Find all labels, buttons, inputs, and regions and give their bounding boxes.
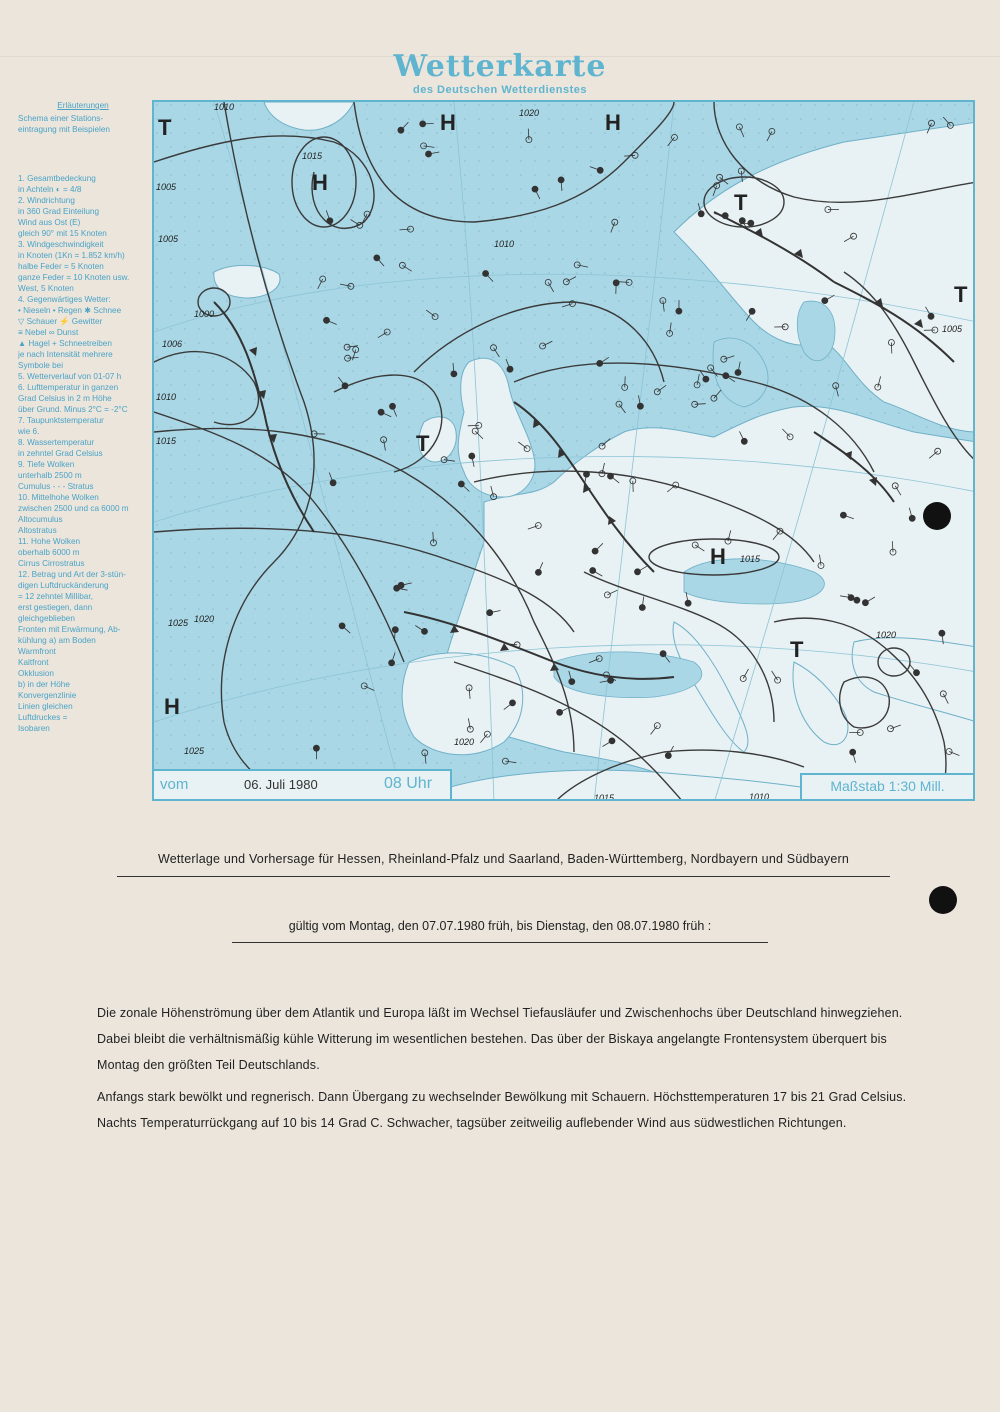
station-dot: [324, 317, 330, 323]
legend-row: in zehntel Grad Celsius: [18, 449, 103, 458]
legend-row: Okklusion: [18, 669, 54, 678]
legend-row: 4. Gegenwärtiges Wetter:: [18, 295, 111, 304]
high-pressure-label: H: [164, 694, 180, 719]
divider: [117, 876, 890, 877]
legend-heading: Erläuterungen: [57, 101, 109, 110]
isobar-label: 1010: [494, 239, 515, 249]
isobar-label: 1025: [168, 618, 189, 628]
legend-row: gleich 90° mit 15 Knoten: [18, 229, 107, 238]
legend-row: Grad Celsius in 2 m Höhe: [18, 394, 112, 403]
isobar-label: 1006: [162, 339, 183, 349]
legend-row: zwischen 2500 und ca 6000 m: [18, 504, 129, 513]
legend-row: Altostratus: [18, 526, 57, 535]
legend-row: je nach Intensität mehrere: [18, 350, 113, 359]
map-date: 06. Juli 1980: [244, 777, 318, 792]
legend-row: Altocumulus: [18, 515, 63, 524]
divider: [232, 942, 768, 943]
legend-row: Cirrus Cirrostratus: [18, 559, 85, 568]
map-hour: 08 Uhr: [384, 775, 433, 792]
isobar-label: 1010: [214, 102, 235, 112]
punch-hole: [929, 886, 957, 914]
high-pressure-label: H: [605, 110, 621, 135]
legend: [18, 100, 148, 734]
legend-row: 3. Windgeschwindigkeit: [18, 240, 104, 249]
forecast-line: Nachts Temperaturrückgang auf 10 bis 14 Grad C. Schwacher, tagsüber zeitweilig auflebender Wind aus südwestlichen Richtungen.: [97, 1116, 847, 1130]
forecast-line: Montag den größten Teil Deutschlands.: [97, 1058, 320, 1072]
weather-map: [152, 100, 975, 801]
isobar-label: 1025: [184, 746, 205, 756]
legend-row: über Grund. Minus 2°C = -2°C: [18, 405, 128, 414]
forecast-line: Die zonale Höhenströmung über dem Atlantik und Europa läßt im Wechsel Tiefausläufer und Zwischenhochs über Deutschland hinwegziehen.: [97, 1006, 903, 1020]
station-dot: [557, 709, 563, 715]
legend-row: oberhalb 6000 m: [18, 548, 80, 557]
legend-row: 1. Gesamtbedeckung: [18, 174, 96, 183]
date-prefix: vom: [160, 776, 189, 793]
isobar-label: 1015: [302, 151, 323, 161]
isobar-label: 1020: [876, 630, 897, 640]
legend-row: Warmfront: [18, 647, 56, 656]
title-main: Wetterkarte: [393, 49, 607, 84]
station-dot: [535, 569, 541, 575]
legend-row: Cumulus - - - Stratus: [18, 482, 94, 491]
station-wind-barb: [625, 376, 626, 387]
legend-row: Fronten mit Erwärmung, Ab-: [18, 625, 121, 634]
legend-row: Linien gleichen: [18, 702, 73, 711]
forecast-line: Anfangs stark bewölkt und regnerisch. Dann Übergang zu wechselnder Bewölkung mit Schauern. Höchsttemperaturen 17 bis 21 Grad Celsius.: [97, 1090, 907, 1104]
legend-row: gleichgeblieben: [18, 614, 75, 623]
legend-row: 5. Wetterverlauf von 01-07 h: [18, 372, 122, 381]
legend-row: erst gestiegen, dann: [18, 603, 93, 612]
legend-row: ▽ Schauer ⚡ Gewitter: [18, 317, 103, 326]
legend-row: Isobaren: [18, 724, 50, 733]
legend-row: ganze Feder = 10 Knoten usw.: [18, 273, 130, 282]
map-scale: Maßstab 1:30 Mill.: [800, 773, 973, 799]
forecast-region: Wetterlage und Vorhersage für Hessen, Rheinland-Pfalz und Saarland, Baden-Württemberg, Nordbayern und Südbayern: [157, 852, 850, 866]
map-drawing: [154, 102, 975, 801]
legend-row: unterhalb 2500 m: [18, 471, 82, 480]
legend-row: digen Luftdruckänderung: [18, 581, 109, 590]
legend-row: • Nieseln • Regen ✱ Schnee: [18, 306, 122, 315]
low-pressure-label: T: [158, 115, 172, 140]
punch-hole: [923, 502, 951, 530]
isobar-label: 1005: [942, 324, 963, 334]
legend-row: Luftdruckes =: [18, 713, 68, 722]
low-pressure-label: T: [954, 282, 968, 307]
legend-row: 9. Tiefe Wolken: [18, 460, 75, 469]
legend-row: b) in der Höhe: [18, 680, 70, 689]
legend-row: 12. Betrag und Art der 3-stün-: [18, 570, 126, 579]
forecast-paragraph-1: [97, 1000, 947, 1078]
isobar-label: 1020: [454, 737, 475, 747]
legend-row: wie 6.: [18, 427, 40, 436]
legend-row: in 360 Grad Einteilung: [18, 207, 100, 216]
low-pressure-label: T: [790, 637, 804, 662]
legend-row: 8. Wassertemperatur: [18, 438, 95, 447]
legend-row: halbe Feder = 5 Knoten: [18, 262, 104, 271]
legend-row: Kaltfront: [18, 658, 49, 667]
legend-row: = 12 zehntel Millibar,: [18, 592, 93, 601]
forecast-paragraph-2: [97, 1084, 947, 1136]
isobar-label: 1005: [156, 182, 177, 192]
forecast-validity: gültig vom Montag, den 07.07.1980 früh, bis Dienstag, den 08.07.1980 früh :: [288, 919, 712, 933]
station-dot: [840, 512, 846, 518]
legend-row: 7. Taupunktstemperatur: [18, 416, 104, 425]
isobar-label: 1015: [740, 554, 761, 564]
isobar-label: 1010: [156, 392, 177, 402]
legend-row: Konvergenzlinie: [18, 691, 77, 700]
high-pressure-label: H: [312, 170, 328, 195]
legend-row: in Achteln ◐ = 4/8: [18, 185, 82, 194]
legend-row: 2. Windrichtung: [18, 196, 75, 205]
isobar-label: 1015: [156, 436, 177, 446]
legend-row: eintragung mit Beispielen: [18, 125, 110, 134]
legend-row: 10. Mittelhohe Wolken: [18, 493, 99, 502]
isobar-label: 1010: [749, 792, 770, 802]
legend-row: Schema einer Stations-: [18, 114, 104, 123]
legend-row: 6. Lufttemperatur in ganzen: [18, 383, 119, 392]
high-pressure-label: H: [440, 110, 456, 135]
isobar-label: 1020: [519, 108, 540, 118]
legend-row: Wind aus Ost (E): [18, 218, 81, 227]
legend-rows: [18, 113, 148, 734]
isobar-label: 1000: [194, 309, 215, 319]
title-sub: des Deutschen Wetterdienstes: [413, 84, 587, 96]
high-pressure-label: H: [710, 544, 726, 569]
map-date-box: [154, 769, 452, 799]
isobar-label: 1020: [194, 614, 215, 624]
isobar-label: 1005: [158, 234, 179, 244]
low-pressure-label: T: [416, 431, 430, 456]
legend-row: in Knoten (1Kn = 1.852 km/h): [18, 251, 125, 260]
station-dot: [749, 308, 755, 314]
forecast-line: Dabei bleibt die verhältnismäßig kühle Witterung im wesentlichen bestehen. Das über der Biskaya angelangte Frontensystem überquert bis: [97, 1032, 887, 1046]
legend-example-diagram: [18, 135, 148, 173]
legend-row: ≡ Nebel ∞ Dunst: [18, 328, 79, 337]
isobar-label: 1015: [594, 793, 615, 803]
legend-row: ▲ Hagel + Schneetreiben: [18, 339, 112, 348]
legend-row: kühlung a) am Boden: [18, 636, 96, 645]
low-pressure-label: T: [734, 190, 748, 215]
document-title: [300, 50, 700, 96]
legend-row: 11. Hohe Wolken: [18, 537, 81, 546]
legend-row: Symbole bei: [18, 361, 64, 370]
legend-row: West, 5 Knoten: [18, 284, 74, 293]
